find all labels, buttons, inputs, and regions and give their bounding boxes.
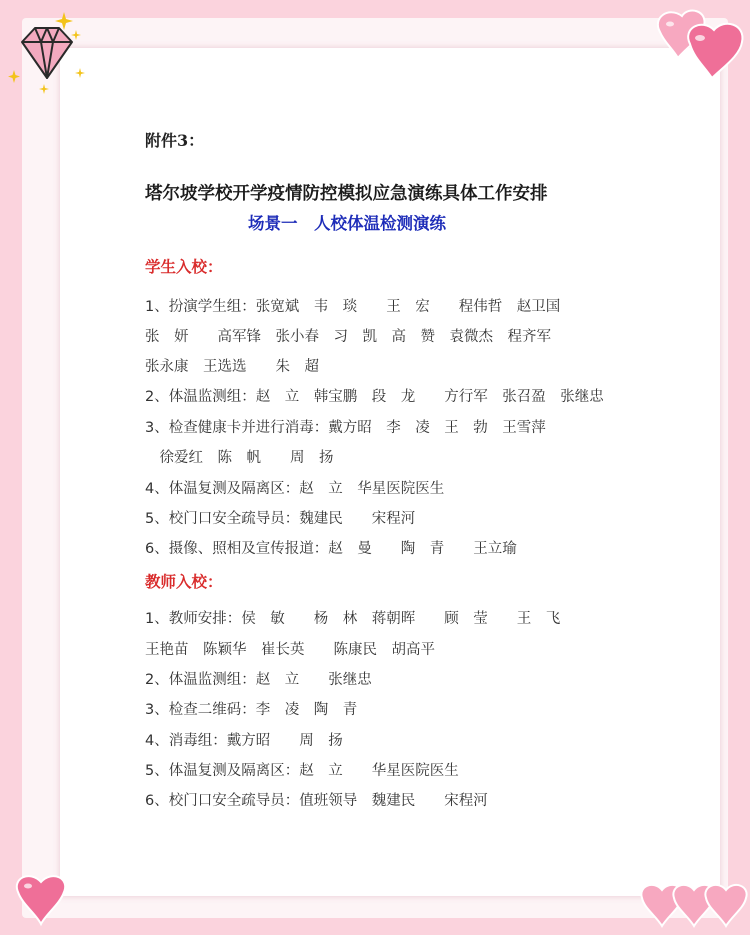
document-subtitle: 场景一 人校体温检测演练 xyxy=(248,214,446,233)
document-title: 塔尔坡学校开学疫情防控模拟应急演练具体工作安排 xyxy=(145,184,548,204)
list-item: 张 妍 高军锋 张小春 习 凯 高 赞 袁微杰 程齐军 xyxy=(145,329,551,345)
list-item: 4、体温复测及隔离区：赵 立 华星医院医生 xyxy=(145,481,445,497)
heart-icon xyxy=(640,880,748,930)
heart-icon xyxy=(650,4,750,82)
list-item: 4、消毒组：戴方昭 周 扬 xyxy=(145,733,343,749)
list-item: 1、扮演学生组：张宽斌 韦 琰 王 宏 程伟哲 赵卫国 xyxy=(145,299,561,315)
list-item: 2、体温监测组：赵 立 韩宝鹏 段 龙 方行军 张召盈 张继忠 xyxy=(145,389,604,405)
student-section-heading: 学生入校： xyxy=(145,258,223,276)
list-item: 6、摄像、照相及宣传报道：赵 曼 陶 青 王立瑜 xyxy=(145,541,517,557)
list-item: 3、检查二维码：李 凌 陶 青 xyxy=(145,702,358,718)
teacher-section-heading: 教师入校： xyxy=(145,573,223,591)
list-item: 张永康 王选选 朱 超 xyxy=(145,359,319,375)
attachment-label: 附件3： xyxy=(145,131,205,150)
list-item: 徐爱红 陈 帆 周 扬 xyxy=(145,450,334,466)
heart-icon xyxy=(12,872,70,928)
list-item: 6、校门口安全疏导员：值班领导 魏建民 宋程河 xyxy=(145,793,488,809)
list-item: 2、体温监测组：赵 立 张继忠 xyxy=(145,672,372,688)
list-item: 王艳苗 陈颖华 崔长英 陈康民 胡高平 xyxy=(145,642,435,658)
diamond-icon xyxy=(8,8,90,96)
list-item: 1、教师安排：侯 敏 杨 林 蒋朝晖 顾 莹 王 飞 xyxy=(145,611,561,627)
list-item: 5、体温复测及隔离区：赵 立 华星医院医生 xyxy=(145,763,459,779)
list-item: 3、检查健康卡并进行消毒：戴方昭 李 凌 王 勃 王雪萍 xyxy=(145,420,546,436)
list-item: 5、校门口安全疏导员：魏建民 宋程河 xyxy=(145,511,416,527)
